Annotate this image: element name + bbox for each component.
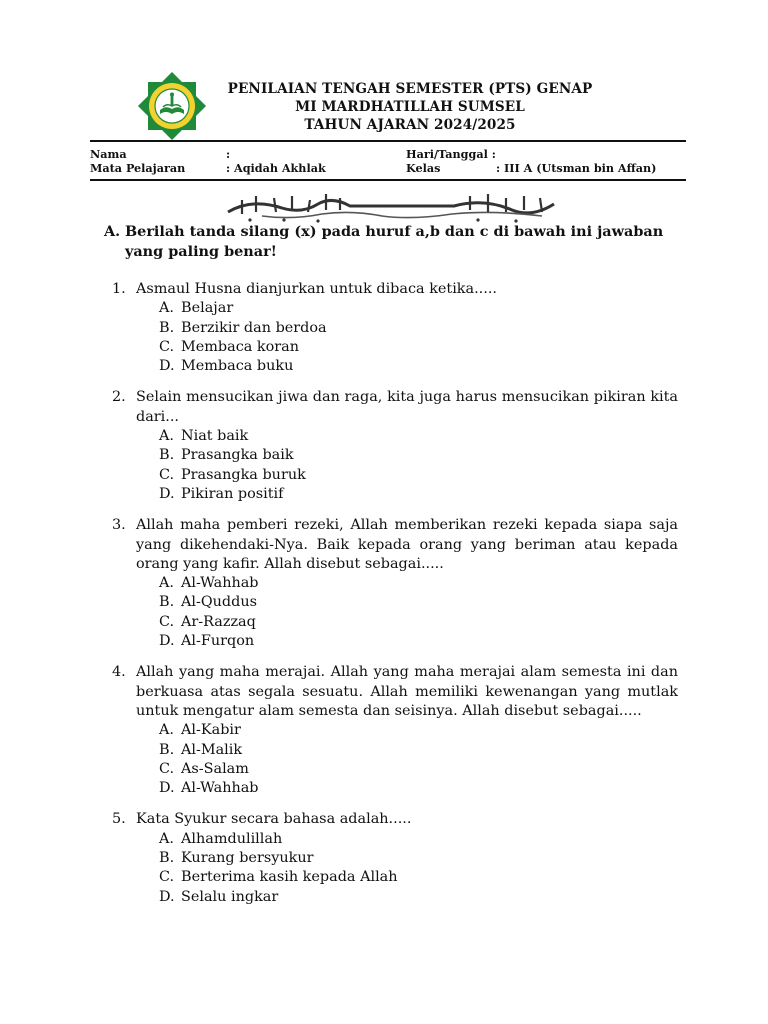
answer-option[interactable] bbox=[112, 319, 678, 338]
answer-option[interactable] bbox=[112, 485, 678, 504]
answer-option[interactable] bbox=[112, 299, 678, 318]
answer-option[interactable] bbox=[112, 574, 678, 593]
option-letter: B. bbox=[159, 741, 175, 758]
option-letter: C. bbox=[159, 338, 175, 355]
option-text: Membaca buku bbox=[181, 358, 294, 375]
answer-option[interactable] bbox=[112, 466, 678, 485]
answer-option[interactable] bbox=[112, 427, 678, 446]
option-text: Ar-Razzaq bbox=[181, 613, 256, 630]
header-divider-top bbox=[90, 140, 686, 142]
option-text: Kurang bersyukur bbox=[181, 850, 314, 867]
question-number: 1. bbox=[112, 281, 126, 297]
option-text: Berzikir dan berdoa bbox=[181, 319, 327, 336]
question-number: 4. bbox=[112, 664, 126, 681]
option-text: Al-Wahhab bbox=[181, 780, 259, 797]
question-list bbox=[112, 280, 678, 919]
option-text: Al-Quddus bbox=[181, 594, 258, 611]
answer-option[interactable] bbox=[112, 849, 678, 868]
answer-option[interactable] bbox=[112, 632, 678, 651]
option-text: Prasangka buruk bbox=[181, 466, 306, 483]
option-letter: A. bbox=[159, 428, 174, 445]
question-item bbox=[112, 516, 678, 651]
question-text: Allah maha pemberi rezeki, Allah memberikan rezeki kepada siapa saja yang dikehendaki-Nya. Baik kepada orang yang beriman atau kepada orang yang kafir. Allah disebut sebagai..... bbox=[136, 517, 678, 572]
answer-option[interactable] bbox=[112, 741, 678, 760]
option-letter: A. bbox=[159, 300, 174, 317]
question-item bbox=[112, 388, 678, 504]
option-text: As-Salam bbox=[181, 760, 249, 777]
answer-option[interactable] bbox=[112, 760, 678, 779]
title-line: TAHUN AJARAN 2024/2025 bbox=[304, 117, 516, 133]
question-text: Kata Syukur secara bahasa adalah..... bbox=[136, 811, 412, 828]
answer-option[interactable] bbox=[112, 338, 678, 357]
option-list bbox=[112, 830, 678, 907]
option-letter: C. bbox=[159, 613, 175, 630]
answer-option[interactable] bbox=[112, 357, 678, 376]
mapel-value: : Aqidah Akhlak bbox=[226, 161, 326, 175]
option-text: Al-Malik bbox=[181, 741, 243, 758]
option-list bbox=[112, 427, 678, 504]
school-emblem-icon bbox=[136, 70, 208, 142]
nama-label: Nama bbox=[90, 147, 127, 161]
question-number: 5. bbox=[112, 811, 126, 828]
nama-value: : bbox=[226, 147, 231, 161]
answer-option[interactable] bbox=[112, 830, 678, 849]
option-text: Selalu ingkar bbox=[181, 888, 279, 905]
question-item bbox=[112, 280, 678, 376]
option-text: Al-Furqon bbox=[181, 633, 255, 650]
option-text: Al-Wahhab bbox=[181, 575, 259, 592]
option-text: Belajar bbox=[181, 300, 234, 317]
answer-option[interactable] bbox=[112, 779, 678, 798]
option-text: Prasangka baik bbox=[181, 447, 294, 464]
question-text: Selain mensucikan jiwa dan raga, kita juga harus mensucikan pikiran kita dari... bbox=[136, 389, 678, 425]
answer-option[interactable] bbox=[112, 721, 678, 740]
question-text: Asmaul Husna dianjurkan untuk dibaca ketika..... bbox=[136, 281, 497, 297]
option-letter: D. bbox=[159, 633, 175, 650]
option-letter: D. bbox=[159, 358, 175, 375]
option-text: Pikiran positif bbox=[181, 485, 284, 502]
option-letter: C. bbox=[159, 869, 175, 886]
question-number: 3. bbox=[112, 517, 126, 534]
option-letter: A. bbox=[159, 575, 174, 592]
option-letter: C. bbox=[159, 760, 175, 777]
answer-option[interactable] bbox=[112, 868, 678, 887]
option-letter: B. bbox=[159, 594, 175, 611]
exam-header bbox=[0, 0, 768, 140]
question-item bbox=[112, 810, 678, 906]
header-divider-bottom bbox=[90, 179, 686, 181]
option-text: Niat baik bbox=[181, 428, 249, 445]
title-line: PENILAIAN TENGAH SEMESTER (PTS) GENAP bbox=[227, 81, 593, 97]
option-text: Membaca koran bbox=[181, 338, 300, 355]
option-list bbox=[112, 299, 678, 376]
option-text: Berterima kasih kepada Allah bbox=[181, 869, 398, 886]
kelas-label: Kelas bbox=[406, 161, 441, 175]
option-letter: B. bbox=[159, 319, 175, 336]
title-line: MI MARDHATILLAH SUMSEL bbox=[295, 99, 525, 115]
option-letter: D. bbox=[159, 485, 175, 502]
mapel-label: Mata Pelajaran bbox=[90, 161, 186, 175]
question-number: 2. bbox=[112, 389, 126, 406]
option-letter: A. bbox=[159, 722, 174, 739]
answer-option[interactable] bbox=[112, 888, 678, 907]
option-letter: A. bbox=[159, 830, 174, 847]
option-list bbox=[112, 721, 678, 798]
kelas-value: : III A (Utsman bin Affan) bbox=[496, 161, 657, 175]
option-list bbox=[112, 574, 678, 651]
option-letter: B. bbox=[159, 447, 175, 464]
answer-option[interactable] bbox=[112, 613, 678, 632]
hari-tanggal-label: Hari/Tanggal : bbox=[406, 147, 496, 161]
option-letter: D. bbox=[159, 888, 175, 905]
option-text: Alhamdulillah bbox=[181, 830, 283, 847]
section-letter: A. bbox=[104, 223, 121, 240]
option-letter: C. bbox=[159, 466, 175, 483]
question-text: Allah yang maha merajai. Allah yang maha merajai alam semesta ini dan berkuasa atas segala sesuatu. Allah memiliki kewenangan yang mutlak untuk mengatur alam semesta dan seisinya. Allah disebut sebagai..... bbox=[136, 664, 678, 719]
section-instruction-text: Berilah tanda silang (x) pada huruf a,b dan c di bawah ini jawaban yang paling benar! bbox=[125, 223, 664, 260]
bismillah-calligraphy-icon bbox=[222, 190, 558, 226]
option-letter: D. bbox=[159, 780, 175, 797]
school-title bbox=[200, 80, 620, 134]
section-a-instruction bbox=[104, 222, 680, 262]
answer-option[interactable] bbox=[112, 446, 678, 465]
option-text: Al-Kabir bbox=[181, 722, 241, 739]
option-letter: B. bbox=[159, 850, 175, 867]
question-item bbox=[112, 663, 678, 798]
answer-option[interactable] bbox=[112, 593, 678, 612]
